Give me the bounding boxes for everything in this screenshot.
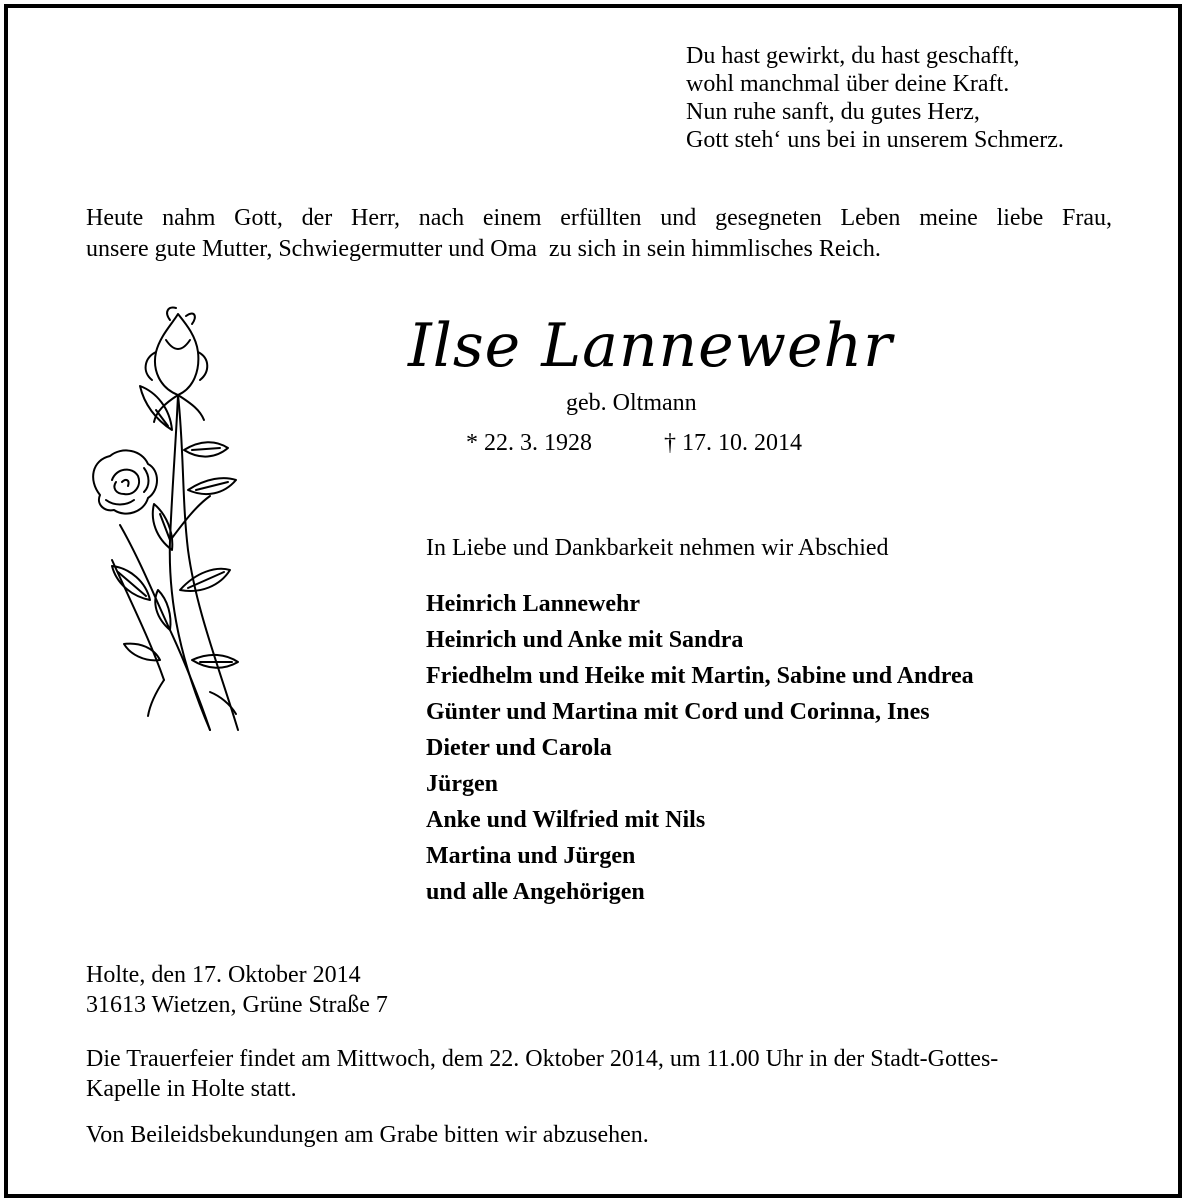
rose-illustration-icon: [60, 300, 270, 740]
place-and-date: [86, 960, 388, 1020]
place-date-line: Holte, den 17. Oktober 2014: [86, 962, 361, 988]
mourner-entry: Günter und Martina mit Cord und Corinna, Ines: [426, 699, 930, 725]
birth-name: geb. Oltmann: [566, 390, 697, 416]
poem-line: Du hast gewirkt, du hast geschafft,: [686, 43, 1020, 69]
address-line: 31613 Wietzen, Grüne Straße 7: [86, 992, 388, 1018]
poem-line: Nun ruhe sanft, du gutes Herz,: [686, 99, 980, 125]
deceased-name: Ilse Lannewehr: [408, 311, 893, 381]
mourner-entry: Martina und Jürgen: [426, 843, 636, 869]
death-date: † 17. 10. 2014: [664, 430, 802, 456]
condolence-note: Von Beileidsbekundungen am Grabe bitten wir abzusehen.: [86, 1122, 649, 1148]
birth-date: * 22. 3. 1928: [466, 430, 592, 456]
mourner-entry: Dieter und Carola: [426, 735, 612, 761]
mourner-entry: Friedhelm und Heike mit Martin, Sabine und Andrea: [426, 663, 974, 689]
mourner-entry: Heinrich und Anke mit Sandra: [426, 627, 744, 653]
poem-line: Gott steh‘ uns bei in unserem Schmerz.: [686, 127, 1064, 153]
mourner-entry: Heinrich Lannewehr: [426, 591, 640, 617]
farewell-text: In Liebe und Dankbarkeit nehmen wir Abschied: [426, 535, 889, 561]
intro-text: [86, 203, 1112, 265]
mourner-entry: und alle Angehörigen: [426, 879, 645, 905]
funeral-line: Die Trauerfeier findet am Mittwoch, dem 22. Oktober 2014, um 11.00 Uhr in der Stadt-Gottes-: [86, 1046, 999, 1072]
funeral-line: Kapelle in Holte statt.: [86, 1076, 297, 1102]
mourners-list: [426, 586, 974, 910]
funeral-info: [86, 1044, 1116, 1104]
intro-line: unsere gute Mutter, Schwiegermutter und Oma zu sich in sein himmlisches Reich.: [86, 236, 881, 262]
poem-line: wohl manchmal über deine Kraft.: [686, 71, 1010, 97]
mourner-entry: Anke und Wilfried mit Nils: [426, 807, 706, 833]
mourner-entry: Jürgen: [426, 771, 498, 797]
poem: [686, 42, 1064, 154]
intro-line: Heute nahm Gott, der Herr, nach einem erfüllten und gesegneten Leben meine liebe Frau,: [86, 205, 1112, 231]
